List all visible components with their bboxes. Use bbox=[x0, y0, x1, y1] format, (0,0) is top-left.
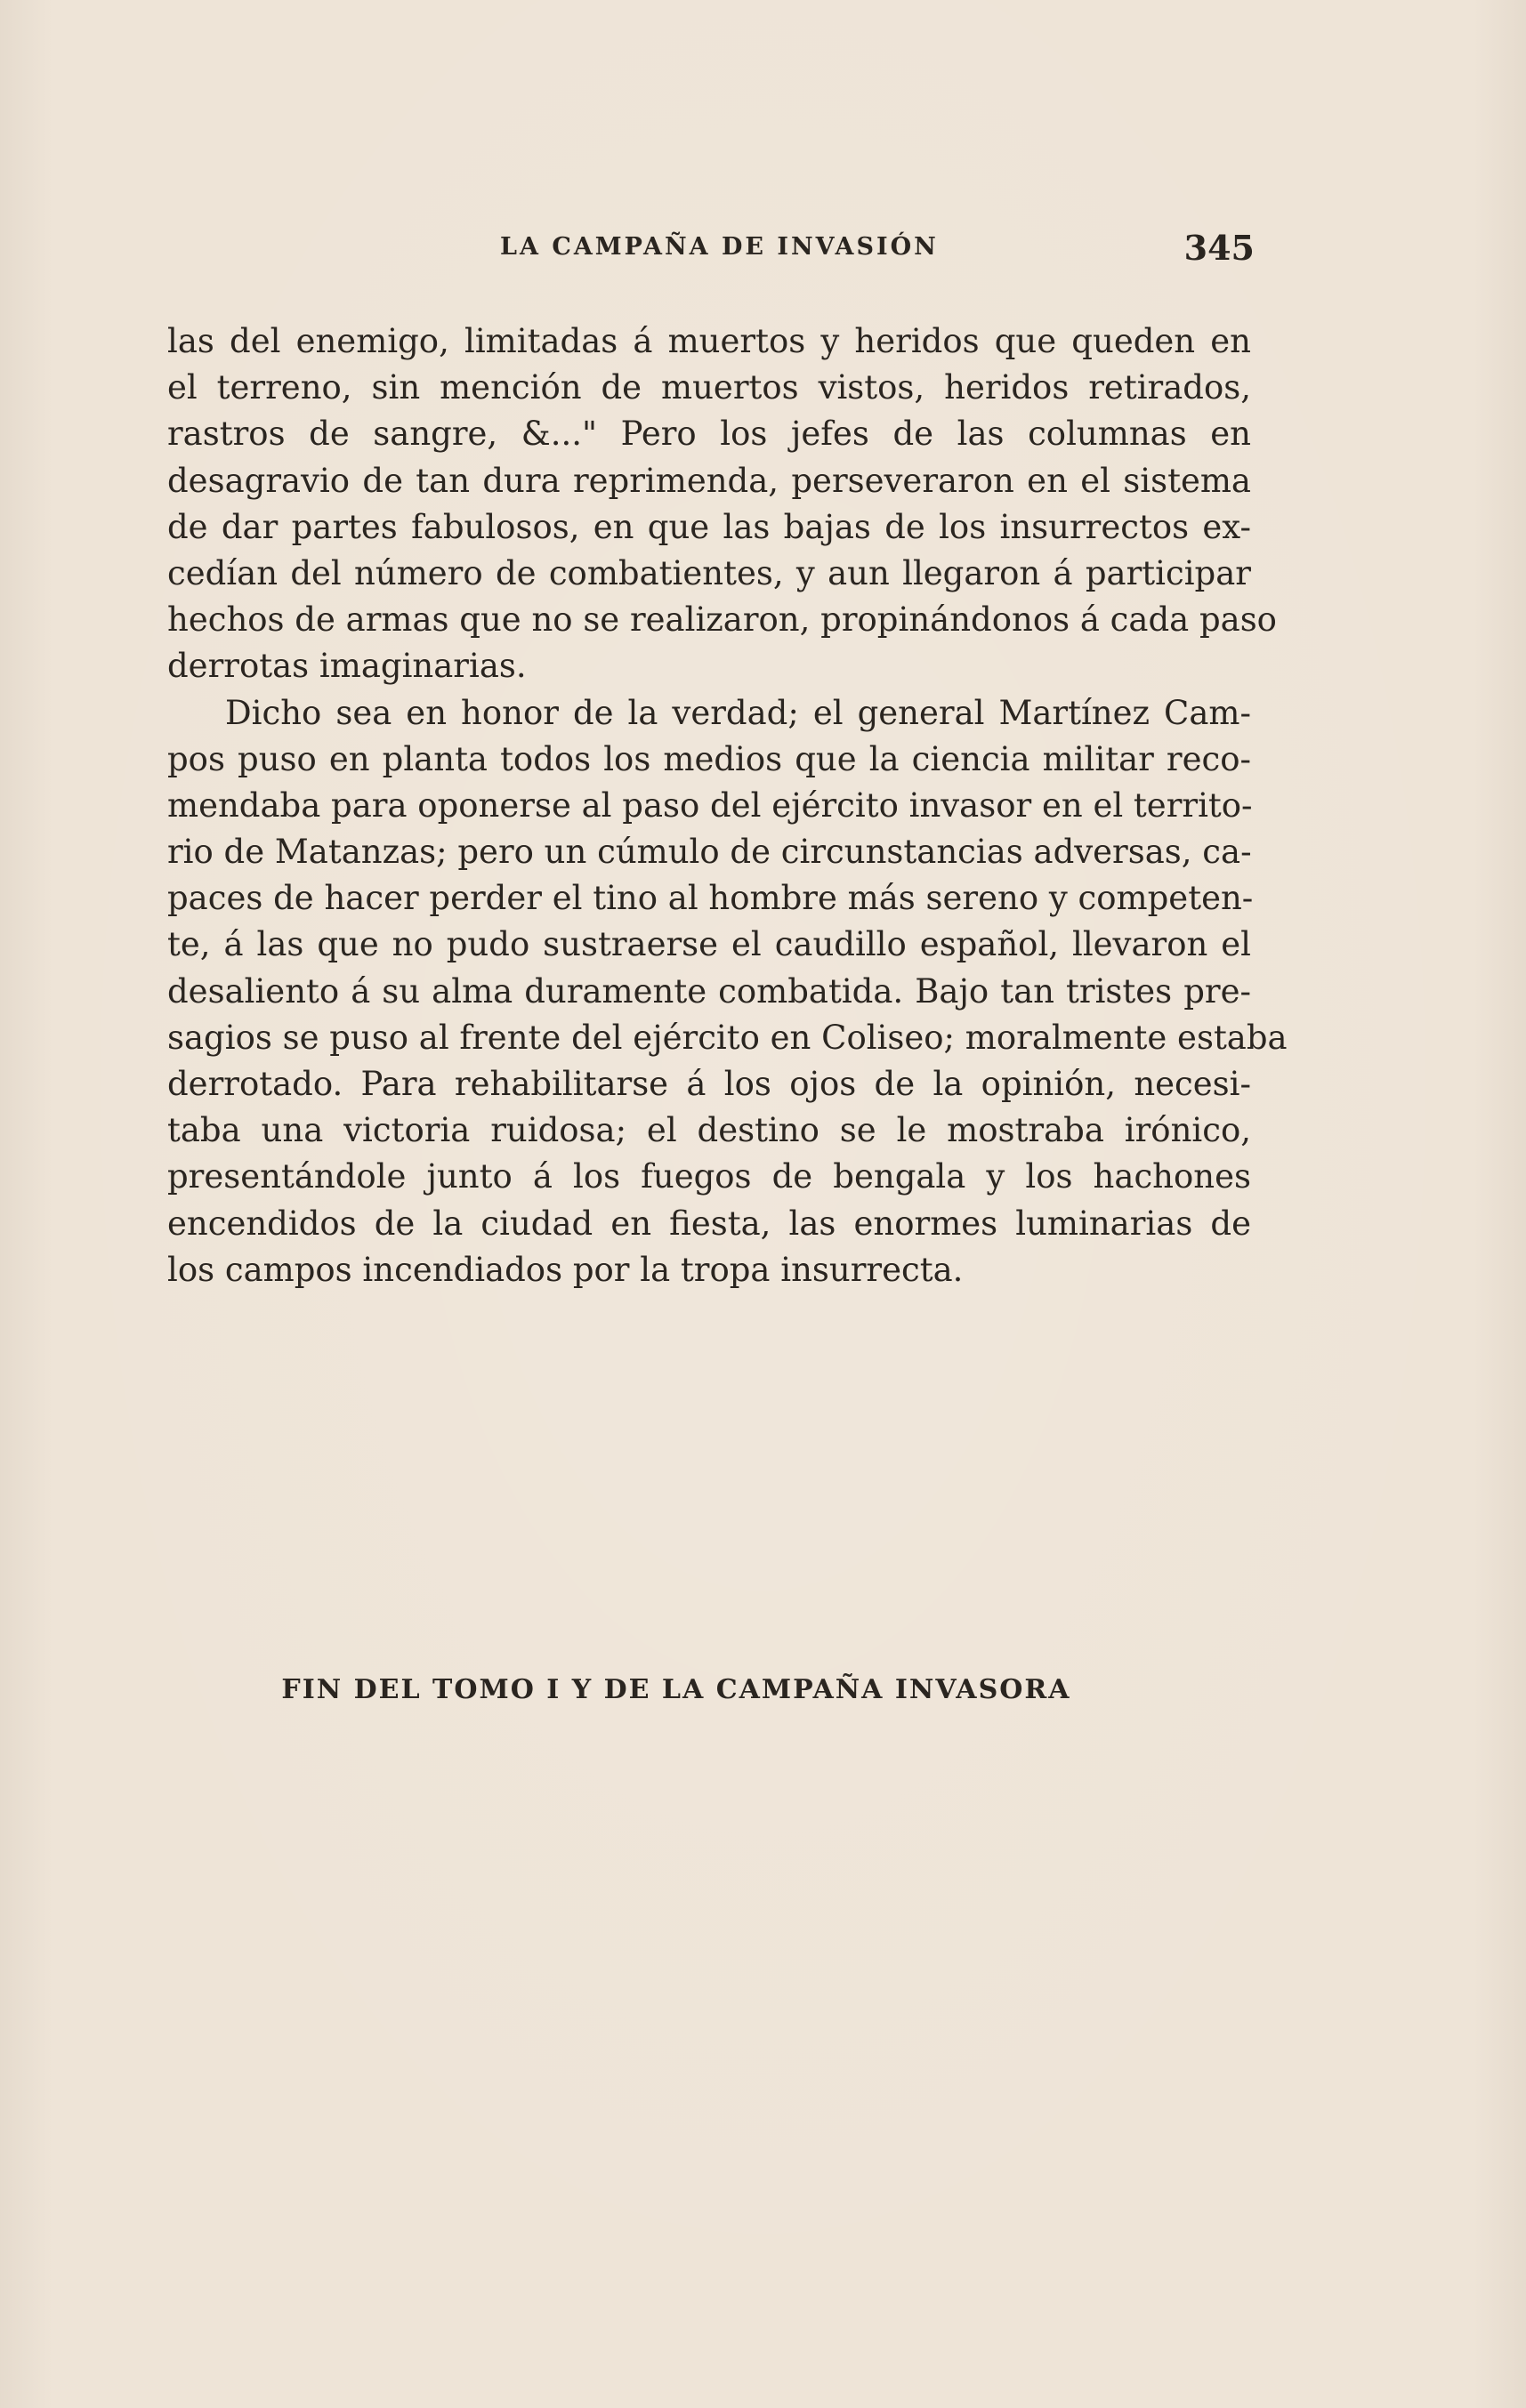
text-line: pos puso en planta todos los medios que la ciencia militar reco- bbox=[167, 739, 1251, 778]
text-line: desaliento á su alma duramente combatida. Bajo tan tristes pre- bbox=[167, 971, 1251, 1011]
end-of-volume-note: FIN DEL TOMO I Y DE LA CAMPAÑA INVASORA bbox=[281, 1674, 1071, 1705]
text-line: paces de hacer perder el tino al hombre más sereno y competen- bbox=[167, 879, 1254, 918]
text-line: los campos incendiados por la tropa insurrecta. bbox=[167, 1250, 964, 1289]
text-line: cedían del número de combatientes, y aun llegaron á participar bbox=[167, 553, 1251, 592]
text-line: las del enemigo, limitadas á muertos y heridos que queden en bbox=[167, 322, 1251, 360]
text-line: desagravio de tan dura reprimenda, perseveraron en el sistema bbox=[167, 461, 1251, 500]
text-line: encendidos de la ciudad en fiesta, las enormes luminarias de bbox=[167, 1204, 1251, 1243]
running-title: LA CAMPAÑA DE INVASIÓN bbox=[500, 233, 939, 261]
page-number: 345 bbox=[1183, 228, 1255, 268]
text-line: hechos de armas que no se realizaron, propinándonos á cada paso bbox=[167, 600, 1277, 640]
text-line: el terreno, sin mención de muertos vistos, heridos retirados, bbox=[167, 368, 1251, 407]
text-line: de dar partes fabulosos, en que las bajas de los insurrectos ex- bbox=[167, 507, 1251, 546]
text-line: te, á las que no pudo sustraerse el caudillo español, llevaron el bbox=[167, 925, 1251, 964]
text-line: Dicho sea en honor de la verdad; el general Martínez Cam- bbox=[225, 693, 1251, 732]
body-text bbox=[167, 318, 1288, 1293]
running-header bbox=[169, 228, 1255, 278]
text-line: taba una victoria ruidosa; el destino se le mostraba irónico, bbox=[167, 1111, 1251, 1150]
text-line: rastros de sangre, &..." Pero los jefes de las columnas en bbox=[167, 415, 1251, 454]
text-line: mendaba para oponerse al paso del ejército invasor en el territo- bbox=[167, 785, 1253, 825]
text-line: rio de Matanzas; pero un cúmulo de circunstancias adversas, ca- bbox=[167, 833, 1252, 872]
text-line: derrotas imaginarias. bbox=[167, 647, 527, 686]
text-line: sagios se puso al frente del ejército en Coliseo; moralmente estaba bbox=[167, 1018, 1288, 1057]
text-line: presentándole junto á los fuegos de bengala y los hachones bbox=[167, 1157, 1251, 1196]
text-line: derrotado. Para rehabilitarse á los ojos de la opinión, necesi- bbox=[167, 1065, 1251, 1103]
